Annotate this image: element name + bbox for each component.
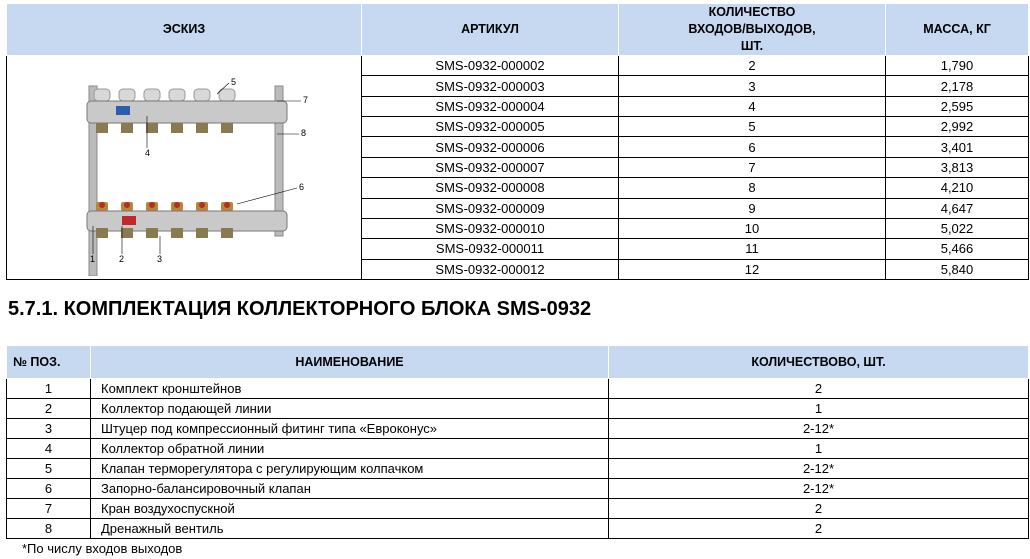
table-row	[7, 479, 1029, 499]
cell-pos: 1	[7, 379, 91, 399]
cell-count: 11	[619, 239, 886, 259]
cell-pos: 6	[7, 479, 91, 499]
header-pos: № ПОЗ.	[7, 346, 91, 379]
cell-count: 5	[619, 117, 886, 137]
cell-article: SMS-0932-000002	[362, 56, 619, 76]
label-3: 3	[157, 254, 163, 264]
cell-name: Штуцер под компрессионный фитинг типа «Евроконус»	[91, 419, 609, 439]
cell-article: SMS-0932-000011	[362, 239, 619, 259]
cell-mass: 4,647	[886, 198, 1029, 218]
cell-qty: 2-12*	[609, 479, 1029, 499]
cell-count: 8	[619, 178, 886, 198]
cell-pos: 5	[7, 459, 91, 479]
cell-pos: 7	[7, 499, 91, 519]
footnote: *По числу входов выходов	[22, 541, 183, 556]
table-row	[7, 439, 1029, 459]
cell-qty: 2	[609, 519, 1029, 539]
label-1: 1	[90, 254, 96, 264]
table-row	[7, 519, 1029, 539]
cell-name: Комплект кронштейнов	[91, 379, 609, 399]
table-row	[7, 379, 1029, 399]
header-count: КОЛИЧЕСТВО ВХОДОВ/ВЫХОДОВ, ШТ.	[619, 4, 886, 56]
label-2: 2	[119, 254, 125, 264]
cell-pos: 3	[7, 419, 91, 439]
cell-qty: 2	[609, 379, 1029, 399]
section-heading: 5.7.1. КОМПЛЕКТАЦИЯ КОЛЛЕКТОРНОГО БЛОКА SMS-0932	[8, 298, 592, 320]
cell-article: SMS-0932-000007	[362, 157, 619, 177]
cell-article: SMS-0932-000008	[362, 178, 619, 198]
cell-article: SMS-0932-000010	[362, 218, 619, 238]
cell-article: SMS-0932-000012	[362, 259, 619, 279]
table-row	[7, 499, 1029, 519]
header-qty: КОЛИЧЕСТВОВО, ШТ.	[609, 346, 1029, 379]
cell-count: 10	[619, 218, 886, 238]
cell-article: SMS-0932-000009	[362, 198, 619, 218]
cell-count: 9	[619, 198, 886, 218]
cell-pos: 2	[7, 399, 91, 419]
cell-article: SMS-0932-000004	[362, 96, 619, 116]
cell-name: Дренажный вентиль	[91, 519, 609, 539]
label-8: 8	[301, 128, 307, 138]
cell-mass: 3,401	[886, 137, 1029, 157]
cell-name: Коллектор обратной линии	[91, 439, 609, 459]
cell-pos: 8	[7, 519, 91, 539]
cell-article: SMS-0932-000006	[362, 137, 619, 157]
cell-count: 7	[619, 157, 886, 177]
header-mass: МАССА, КГ	[886, 4, 1029, 56]
label-7: 7	[303, 95, 309, 105]
label-5: 5	[231, 77, 237, 87]
cell-qty: 2-12*	[609, 459, 1029, 479]
cell-count: 6	[619, 137, 886, 157]
cell-qty: 1	[609, 439, 1029, 459]
cell-qty: 2	[609, 499, 1029, 519]
header-article: АРТИКУЛ	[362, 4, 619, 56]
cell-mass: 5,840	[886, 259, 1029, 279]
header-sketch: ЭСКИЗ	[7, 4, 362, 56]
table-row	[7, 419, 1029, 439]
cell-name: Коллектор подающей линии	[91, 399, 609, 419]
cell-mass: 1,790	[886, 56, 1029, 76]
header-name: НАИМЕНОВАНИЕ	[91, 346, 609, 379]
cell-count: 3	[619, 76, 886, 96]
components-table	[6, 345, 1029, 539]
cell-mass: 4,210	[886, 178, 1029, 198]
cell-count: 12	[619, 259, 886, 279]
cell-mass: 5,022	[886, 218, 1029, 238]
label-6: 6	[299, 182, 305, 192]
cell-qty: 2-12*	[609, 419, 1029, 439]
table-row	[7, 399, 1029, 419]
cell-article: SMS-0932-000005	[362, 117, 619, 137]
manifold-illustration	[7, 56, 362, 276]
cell-mass: 2,595	[886, 96, 1029, 116]
manifold-sketch	[7, 56, 362, 280]
cell-name: Клапан терморегулятора с регулирующим колпачком	[91, 459, 609, 479]
cell-mass: 2,992	[886, 117, 1029, 137]
cell-article: SMS-0932-000003	[362, 76, 619, 96]
cell-mass: 2,178	[886, 76, 1029, 96]
cell-count: 4	[619, 96, 886, 116]
cell-name: Запорно-балансировочный клапан	[91, 479, 609, 499]
table-row	[7, 459, 1029, 479]
table-row	[7, 56, 1029, 76]
cell-qty: 1	[609, 399, 1029, 419]
cell-count: 2	[619, 56, 886, 76]
label-4: 4	[145, 148, 151, 158]
specs-table	[6, 3, 1029, 280]
cell-name: Кран воздухоспускной	[91, 499, 609, 519]
cell-mass: 5,466	[886, 239, 1029, 259]
cell-mass: 3,813	[886, 157, 1029, 177]
cell-pos: 4	[7, 439, 91, 459]
